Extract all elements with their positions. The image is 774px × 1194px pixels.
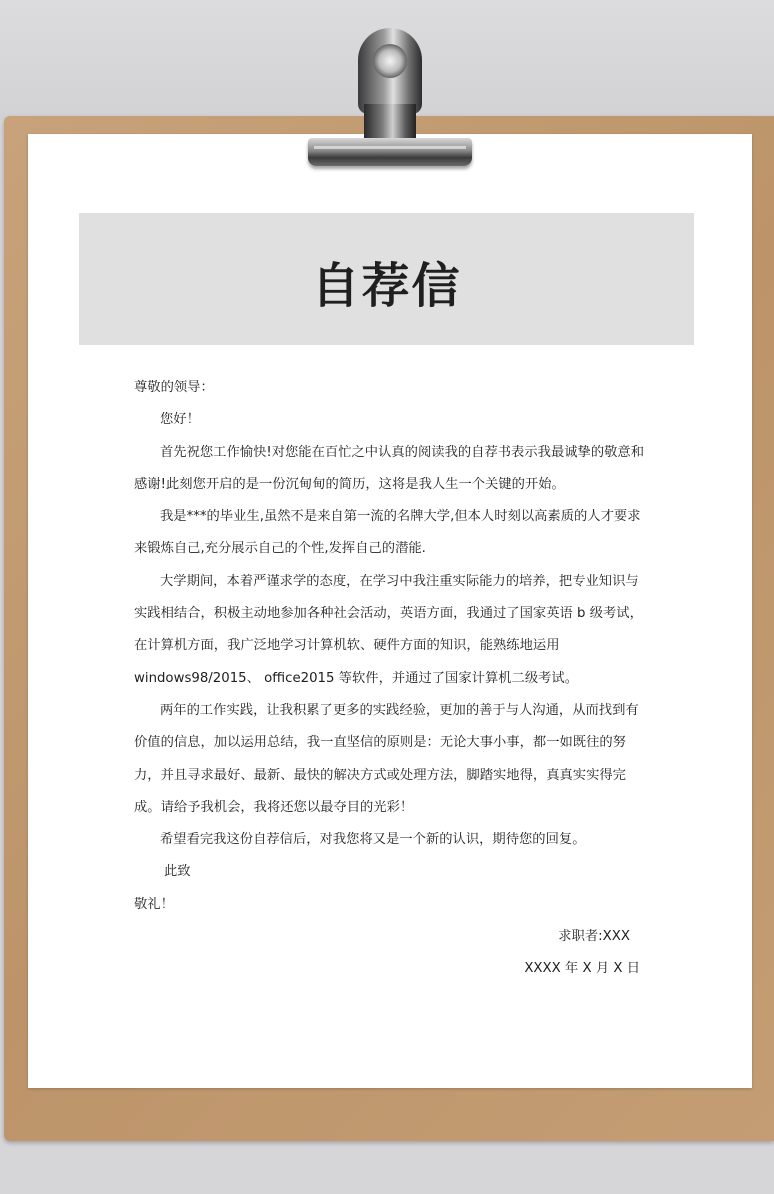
binder-clip-icon	[300, 24, 480, 174]
signature: 求职者:XXX	[558, 929, 630, 945]
salutation: 尊敬的领导：	[134, 380, 214, 395]
greeting: 您好！	[160, 412, 200, 428]
date: XXXX 年 X 月 X 日	[524, 961, 640, 977]
letter-body	[134, 372, 646, 986]
clip-highlight	[314, 146, 466, 149]
paragraph-2: 我是***的毕业生,虽然不是来自第一流的名牌大学,但本人时刻以高素质的人才要求来锻炼自己,充分展示自己的个性,发挥自己的潜能.	[134, 509, 641, 557]
paragraph-5: 希望看完我这份自荐信后，对我您将又是一个新的认识，期待您的回复。	[160, 832, 586, 848]
paragraph-3: 大学期间，本着严谨求学的态度，在学习中我注重实际能力的培养，把专业知识与实践相结合，积极主动地参加各种社会活动，英语方面，我通过了国家英语 b 级考试，在计算机方面，我广泛地学习计算机软、硬件方面的知识，能熟练地运用 windows98/2015、 office2015 等软件，并通过了国家计算机二级考试。	[134, 573, 643, 686]
title-banner	[79, 213, 694, 345]
paragraph-1: 首先祝您工作愉快!对您能在百忙之中认真的阅读我的自荐书表示我最诚挚的敬意和感谢!此刻您开启的是一份沉甸甸的简历，这将是我人生一个关键的开始。	[134, 444, 645, 492]
clip-base	[308, 138, 472, 166]
closing-line-2: 敬礼！	[134, 896, 174, 912]
document-title: 自荐信	[311, 258, 462, 314]
paragraph-4: 两年的工作实践，让我积累了更多的实践经验，更加的善于与人沟通，从而找到有价值的信息，加以运用总结，我一直坚信的原则是：无论大事小事，都一如既往的努力，并且寻求最好、最新、最快的解决方式或处理方法，脚踏实地得，真真实实得完成。请给予我机会，我将还您以最夺目的光彩！	[134, 702, 639, 815]
clip-hole	[373, 44, 407, 78]
closing-line-1: 此致	[164, 864, 191, 880]
